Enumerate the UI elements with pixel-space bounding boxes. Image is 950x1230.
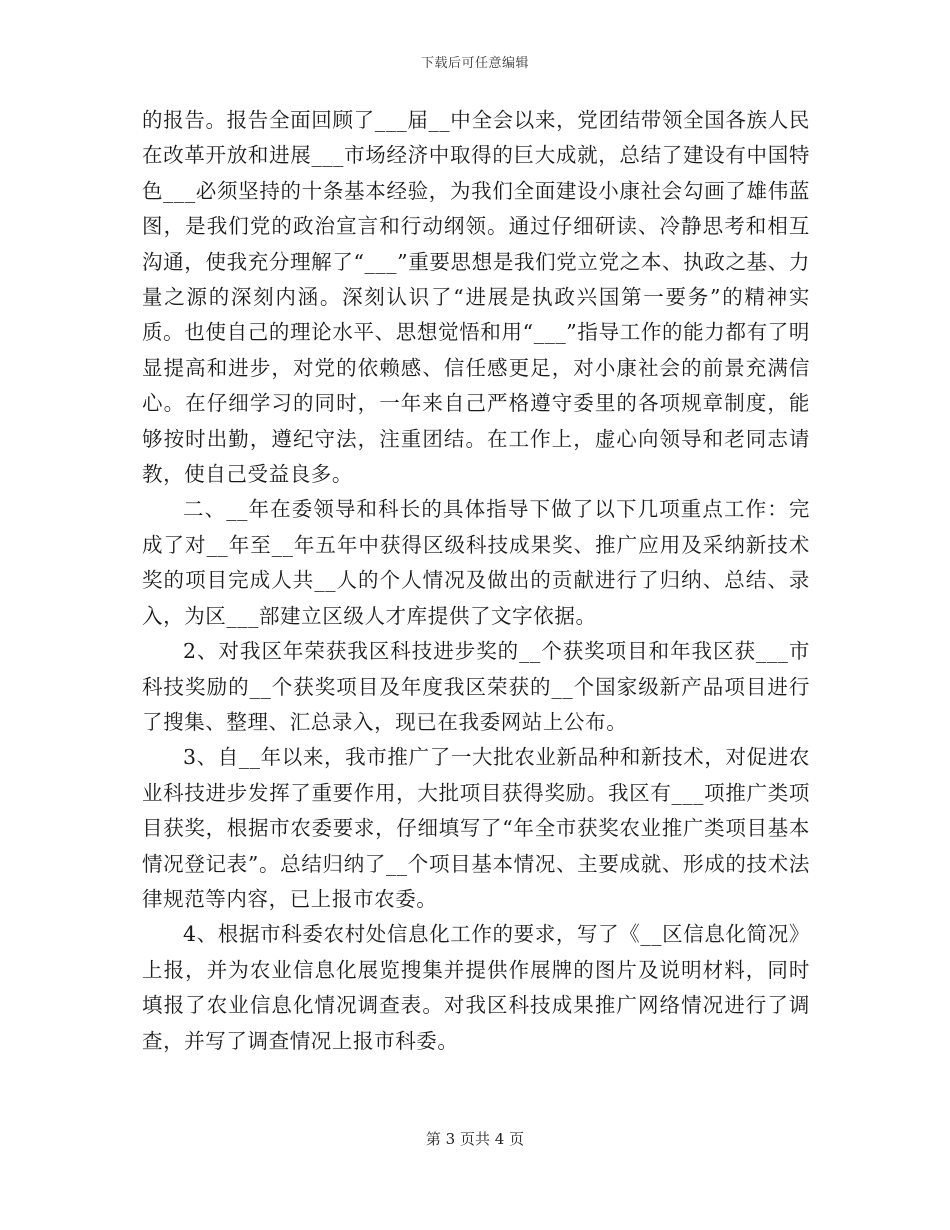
document-body bbox=[142, 103, 810, 1059]
paragraph-item-3: 3、自__年以来，我市推广了一大批农业新品种和新技术，对促进农业科技进步发挥了重要作用，大批项目获得奖励。我区有___项推广类项目获奖，根据市农委要求，仔细填写了“年全市获奖农业推广类项目基本情况登记表”。总结归纳了__个项目基本情况、主要成就、形成的技术法律规范等内容，已上报市农委。 bbox=[142, 745, 810, 911]
paragraph-continued: 的报告。报告全面回顾了___届__中全会以来，党团结带领全国各族人民在改革开放和进展___市场经济中取得的巨大成就，总结了建设有中国特色___必须坚持的十条基本经验，为我们全面建设小康社会勾画了雄伟蓝图，是我们党的政治宣言和行动纲领。通过仔细研读、冷静思考和相互沟通，使我充分理解了“___”重要思想是我们党立党之本、执政之基、力量之源的深刻内涵。深刻认识了“进展是执政兴国第一要务”的精神实质。也使自己的理论水平、思想觉悟和用“___”指导工作的能力都有了明显提高和进步，对党的依赖感、信任感更足，对小康社会的前景充满信心。在仔细学习的同时，一年来自己严格遵守委里的各项规章制度，能够按时出勤，遵纪守法，注重团结。在工作上，虚心向领导和老同志请教，使自己受益良多。 bbox=[142, 108, 810, 487]
paragraph-item-4: 4、根据市科委农村处信息化工作的要求，写了《__区信息化简况》上报，并为农业信息化展览搜集并提供作展牌的图片及说明材料，同时填报了农业信息化情况调查表。对我区科技成果推广网络情况进行了调查，并写了调查情况上报市科委。 bbox=[142, 922, 810, 1053]
page-number: 第 3 页共 4 页 bbox=[425, 1130, 525, 1148]
paragraph-item-2: 2、对我区年荣获我区科技进步奖的__个获奖项目和年我区获___市科技奖励的__个获奖项目及年度我区荣获的__个国家级新产品项目进行了搜集、整理、汇总录入，现已在我委网站上公布。 bbox=[142, 639, 810, 734]
page-header-note: 下载后可任意编辑 bbox=[420, 56, 529, 71]
paragraph-section-two: 二、__年在委领导和科长的具体指导下做了以下几项重点工作：完成了对__年至__年五年中获得区级科技成果奖、推广应用及采纳新技术奖的项目完成人共__人的个人情况及做出的贡献进行了归纳、总结、录入，为区___部建立区级人才库提供了文字依据。 bbox=[142, 497, 810, 628]
